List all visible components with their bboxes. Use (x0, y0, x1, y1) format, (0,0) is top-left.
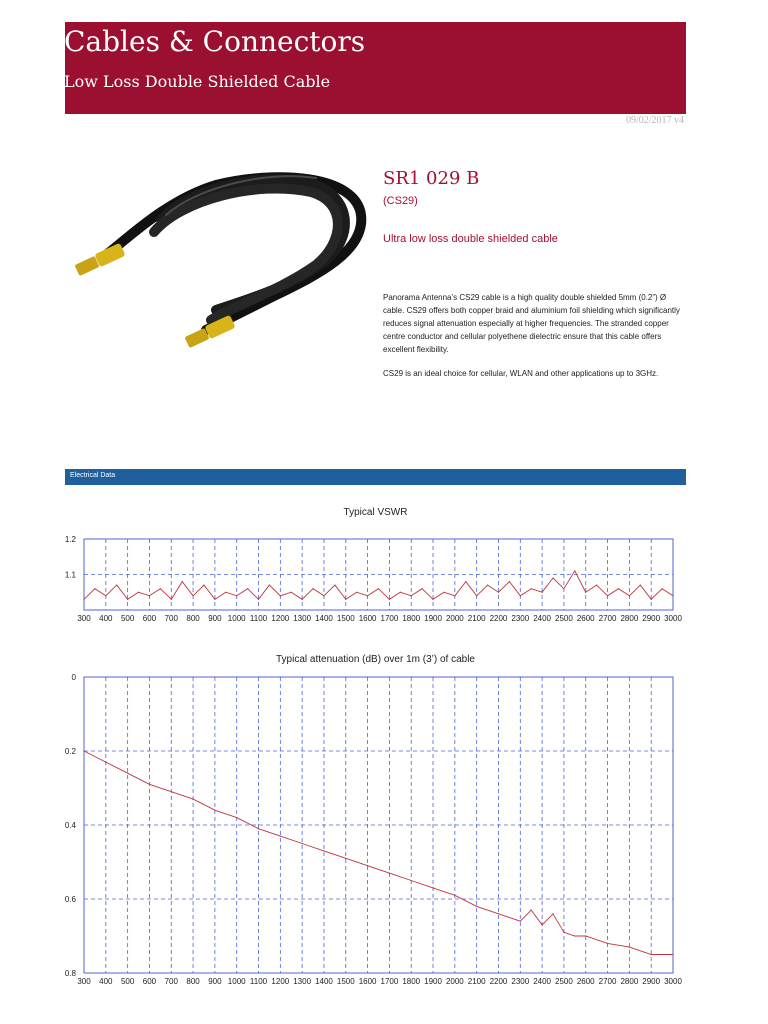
data-point (629, 947, 630, 948)
x-tick-label: 2500 (555, 614, 573, 623)
data-point (498, 592, 499, 593)
data-point (236, 817, 237, 818)
data-point (661, 588, 662, 589)
data-point (312, 588, 313, 589)
data-point (389, 873, 390, 874)
description-paragraph: CS29 is an ideal choice for cellular, WLAN and other applications up to 3GHz. (383, 369, 659, 378)
data-point (531, 910, 532, 911)
x-tick-label: 600 (142, 614, 157, 623)
data-point (127, 773, 128, 774)
data-point (640, 585, 641, 586)
x-tick-label: 1800 (402, 614, 421, 623)
data-point (422, 588, 423, 589)
data-point (149, 784, 150, 785)
data-point (618, 588, 619, 589)
x-tick-label: 400 (99, 977, 113, 986)
x-tick-label: 2600 (576, 614, 595, 623)
data-point (563, 588, 564, 589)
data-point (280, 595, 281, 596)
data-point (236, 595, 237, 596)
data-point (203, 585, 204, 586)
data-point (116, 585, 117, 586)
x-tick-label: 2800 (620, 977, 639, 986)
data-point (83, 750, 84, 751)
data-point (585, 592, 586, 593)
x-tick-label: 1600 (358, 614, 377, 623)
data-point (258, 599, 259, 600)
x-tick-label: 1400 (315, 977, 333, 986)
x-tick-label: 1100 (249, 614, 268, 623)
data-point (291, 592, 292, 593)
data-point (225, 592, 226, 593)
x-tick-label: 500 (120, 977, 135, 986)
electrical-data-bar (65, 469, 686, 485)
data-point (94, 588, 95, 589)
data-point (520, 595, 521, 596)
y-tick-label: 0.2 (64, 747, 76, 756)
data-point (302, 843, 303, 844)
page-subtitle: Low Loss Double Shielded Cable (64, 72, 331, 91)
data-point (672, 595, 673, 596)
data-point (672, 954, 673, 955)
data-series-line (84, 751, 673, 955)
y-tick-label: 0 (71, 673, 76, 682)
data-point (520, 921, 521, 922)
data-point (509, 581, 510, 582)
data-point (345, 599, 346, 600)
x-tick-label: 2300 (511, 614, 530, 623)
x-tick-label: 300 (77, 977, 91, 986)
x-tick-label: 1800 (402, 977, 421, 986)
data-point (574, 570, 575, 571)
data-point (105, 595, 106, 596)
data-point (487, 585, 488, 586)
data-point (476, 595, 477, 596)
data-point (323, 595, 324, 596)
x-tick-label: 500 (120, 614, 135, 623)
product-description (383, 291, 683, 391)
x-tick-label: 300 (77, 614, 91, 623)
data-point (356, 592, 357, 593)
data-point (105, 762, 106, 763)
x-tick-label: 800 (186, 614, 200, 623)
date-version-label: 09/02/2017 v4 (625, 115, 684, 126)
data-point (574, 935, 575, 936)
data-point (552, 913, 553, 914)
data-point (367, 865, 368, 866)
x-tick-label: 900 (208, 614, 222, 623)
x-tick-label: 1400 (315, 614, 333, 623)
x-tick-label: 2900 (642, 977, 661, 986)
vswr-chart (0, 530, 768, 630)
x-tick-label: 1900 (424, 614, 442, 623)
x-tick-label: 1000 (227, 977, 246, 986)
page-title: Cables & Connectors (64, 25, 366, 58)
product-code: SR1 029 B (383, 168, 480, 189)
data-point (345, 858, 346, 859)
x-tick-label: 900 (208, 977, 222, 986)
data-point (192, 799, 193, 800)
data-point (160, 588, 161, 589)
x-tick-label: 800 (186, 977, 200, 986)
data-point (607, 595, 608, 596)
y-tick-label: 0.6 (64, 895, 76, 904)
data-series-line (84, 571, 673, 599)
data-point (411, 595, 412, 596)
data-point (443, 592, 444, 593)
data-point (214, 810, 215, 811)
product-alt-code: (CS29) (383, 195, 418, 207)
connector-left-icon (74, 243, 125, 276)
x-tick-label: 2000 (445, 977, 464, 986)
data-point (83, 599, 84, 600)
data-point (651, 954, 652, 955)
data-point (171, 791, 172, 792)
data-point (302, 599, 303, 600)
x-tick-label: 1200 (271, 977, 290, 986)
data-point (182, 581, 183, 582)
x-tick-label: 1300 (293, 977, 312, 986)
x-tick-label: 2400 (533, 977, 552, 986)
x-tick-label: 2700 (598, 614, 617, 623)
data-point (258, 828, 259, 829)
electrical-data-label: Electrical Data (70, 472, 116, 479)
y-tick-label: 1.2 (64, 535, 76, 544)
x-tick-label: 2300 (511, 977, 530, 986)
x-tick-label: 2100 (467, 614, 486, 623)
data-point (400, 592, 401, 593)
data-point (367, 595, 368, 596)
x-tick-label: 1200 (271, 614, 290, 623)
vswr-chart-title: Typical VSWR (343, 507, 408, 518)
data-point (411, 880, 412, 881)
cable-product-image (66, 160, 376, 360)
data-point (280, 836, 281, 837)
attenuation-chart (0, 670, 768, 990)
x-tick-label: 2500 (555, 977, 573, 986)
x-tick-label: 2800 (620, 614, 639, 623)
data-point (531, 588, 532, 589)
x-tick-label: 1500 (336, 614, 355, 623)
data-point (651, 599, 652, 600)
x-tick-label: 3000 (664, 977, 682, 986)
x-tick-label: 1700 (380, 614, 399, 623)
data-point (127, 599, 128, 600)
x-tick-label: 1600 (358, 977, 377, 986)
y-tick-label: 0.4 (64, 821, 76, 830)
attenuation-chart-title: Typical attenuation (dB) over 1m (3’) of cable (276, 654, 475, 665)
data-point (323, 850, 324, 851)
data-point (432, 887, 433, 888)
data-point (149, 595, 150, 596)
data-point (596, 585, 597, 586)
x-tick-label: 1900 (424, 977, 442, 986)
data-point (454, 595, 455, 596)
x-tick-label: 2900 (642, 614, 661, 623)
data-point (334, 585, 335, 586)
x-tick-label: 2400 (533, 614, 552, 623)
data-point (389, 599, 390, 600)
x-tick-label: 700 (164, 977, 178, 986)
data-point (542, 924, 543, 925)
data-point (629, 595, 630, 596)
x-tick-label: 2200 (489, 977, 508, 986)
description-paragraph: Panorama Antenna’s CS29 cable is a high quality double shielded 5mm (0.2”) Ø cable. CS29 offers both copper braid and aluminium foil shielding which significantly reduces signal attenuation especially at higher frequencies. The stranded copper centre conductor and cellular polyethene dielectric ensure that this cable offers excellent flexibility. (383, 293, 680, 354)
x-tick-label: 1300 (293, 614, 312, 623)
x-tick-label: 2000 (445, 614, 464, 623)
data-point (378, 588, 379, 589)
data-point (607, 943, 608, 944)
x-tick-label: 1700 (380, 977, 399, 986)
product-tagline: Ultra low loss double shielded cable (383, 233, 558, 245)
x-tick-label: 400 (99, 614, 113, 623)
data-point (498, 913, 499, 914)
data-point (432, 599, 433, 600)
data-point (247, 588, 248, 589)
x-tick-label: 2200 (489, 614, 508, 623)
y-tick-label: 0.8 (64, 969, 76, 978)
data-point (269, 585, 270, 586)
y-tick-label: 1.1 (64, 570, 76, 580)
x-tick-label: 2600 (576, 977, 595, 986)
x-tick-label: 1000 (227, 614, 246, 623)
x-tick-label: 2100 (467, 977, 486, 986)
x-tick-label: 2700 (598, 977, 617, 986)
data-point (563, 932, 564, 933)
data-point (476, 906, 477, 907)
data-point (454, 895, 455, 896)
data-point (214, 599, 215, 600)
x-tick-label: 1100 (249, 977, 268, 986)
data-point (192, 595, 193, 596)
data-point (138, 592, 139, 593)
data-point (585, 935, 586, 936)
x-tick-label: 600 (142, 977, 157, 986)
data-point (171, 599, 172, 600)
x-tick-label: 700 (164, 614, 178, 623)
data-point (552, 577, 553, 578)
x-tick-label: 3000 (664, 614, 682, 623)
x-tick-label: 1500 (336, 977, 355, 986)
data-point (542, 592, 543, 593)
data-point (465, 581, 466, 582)
